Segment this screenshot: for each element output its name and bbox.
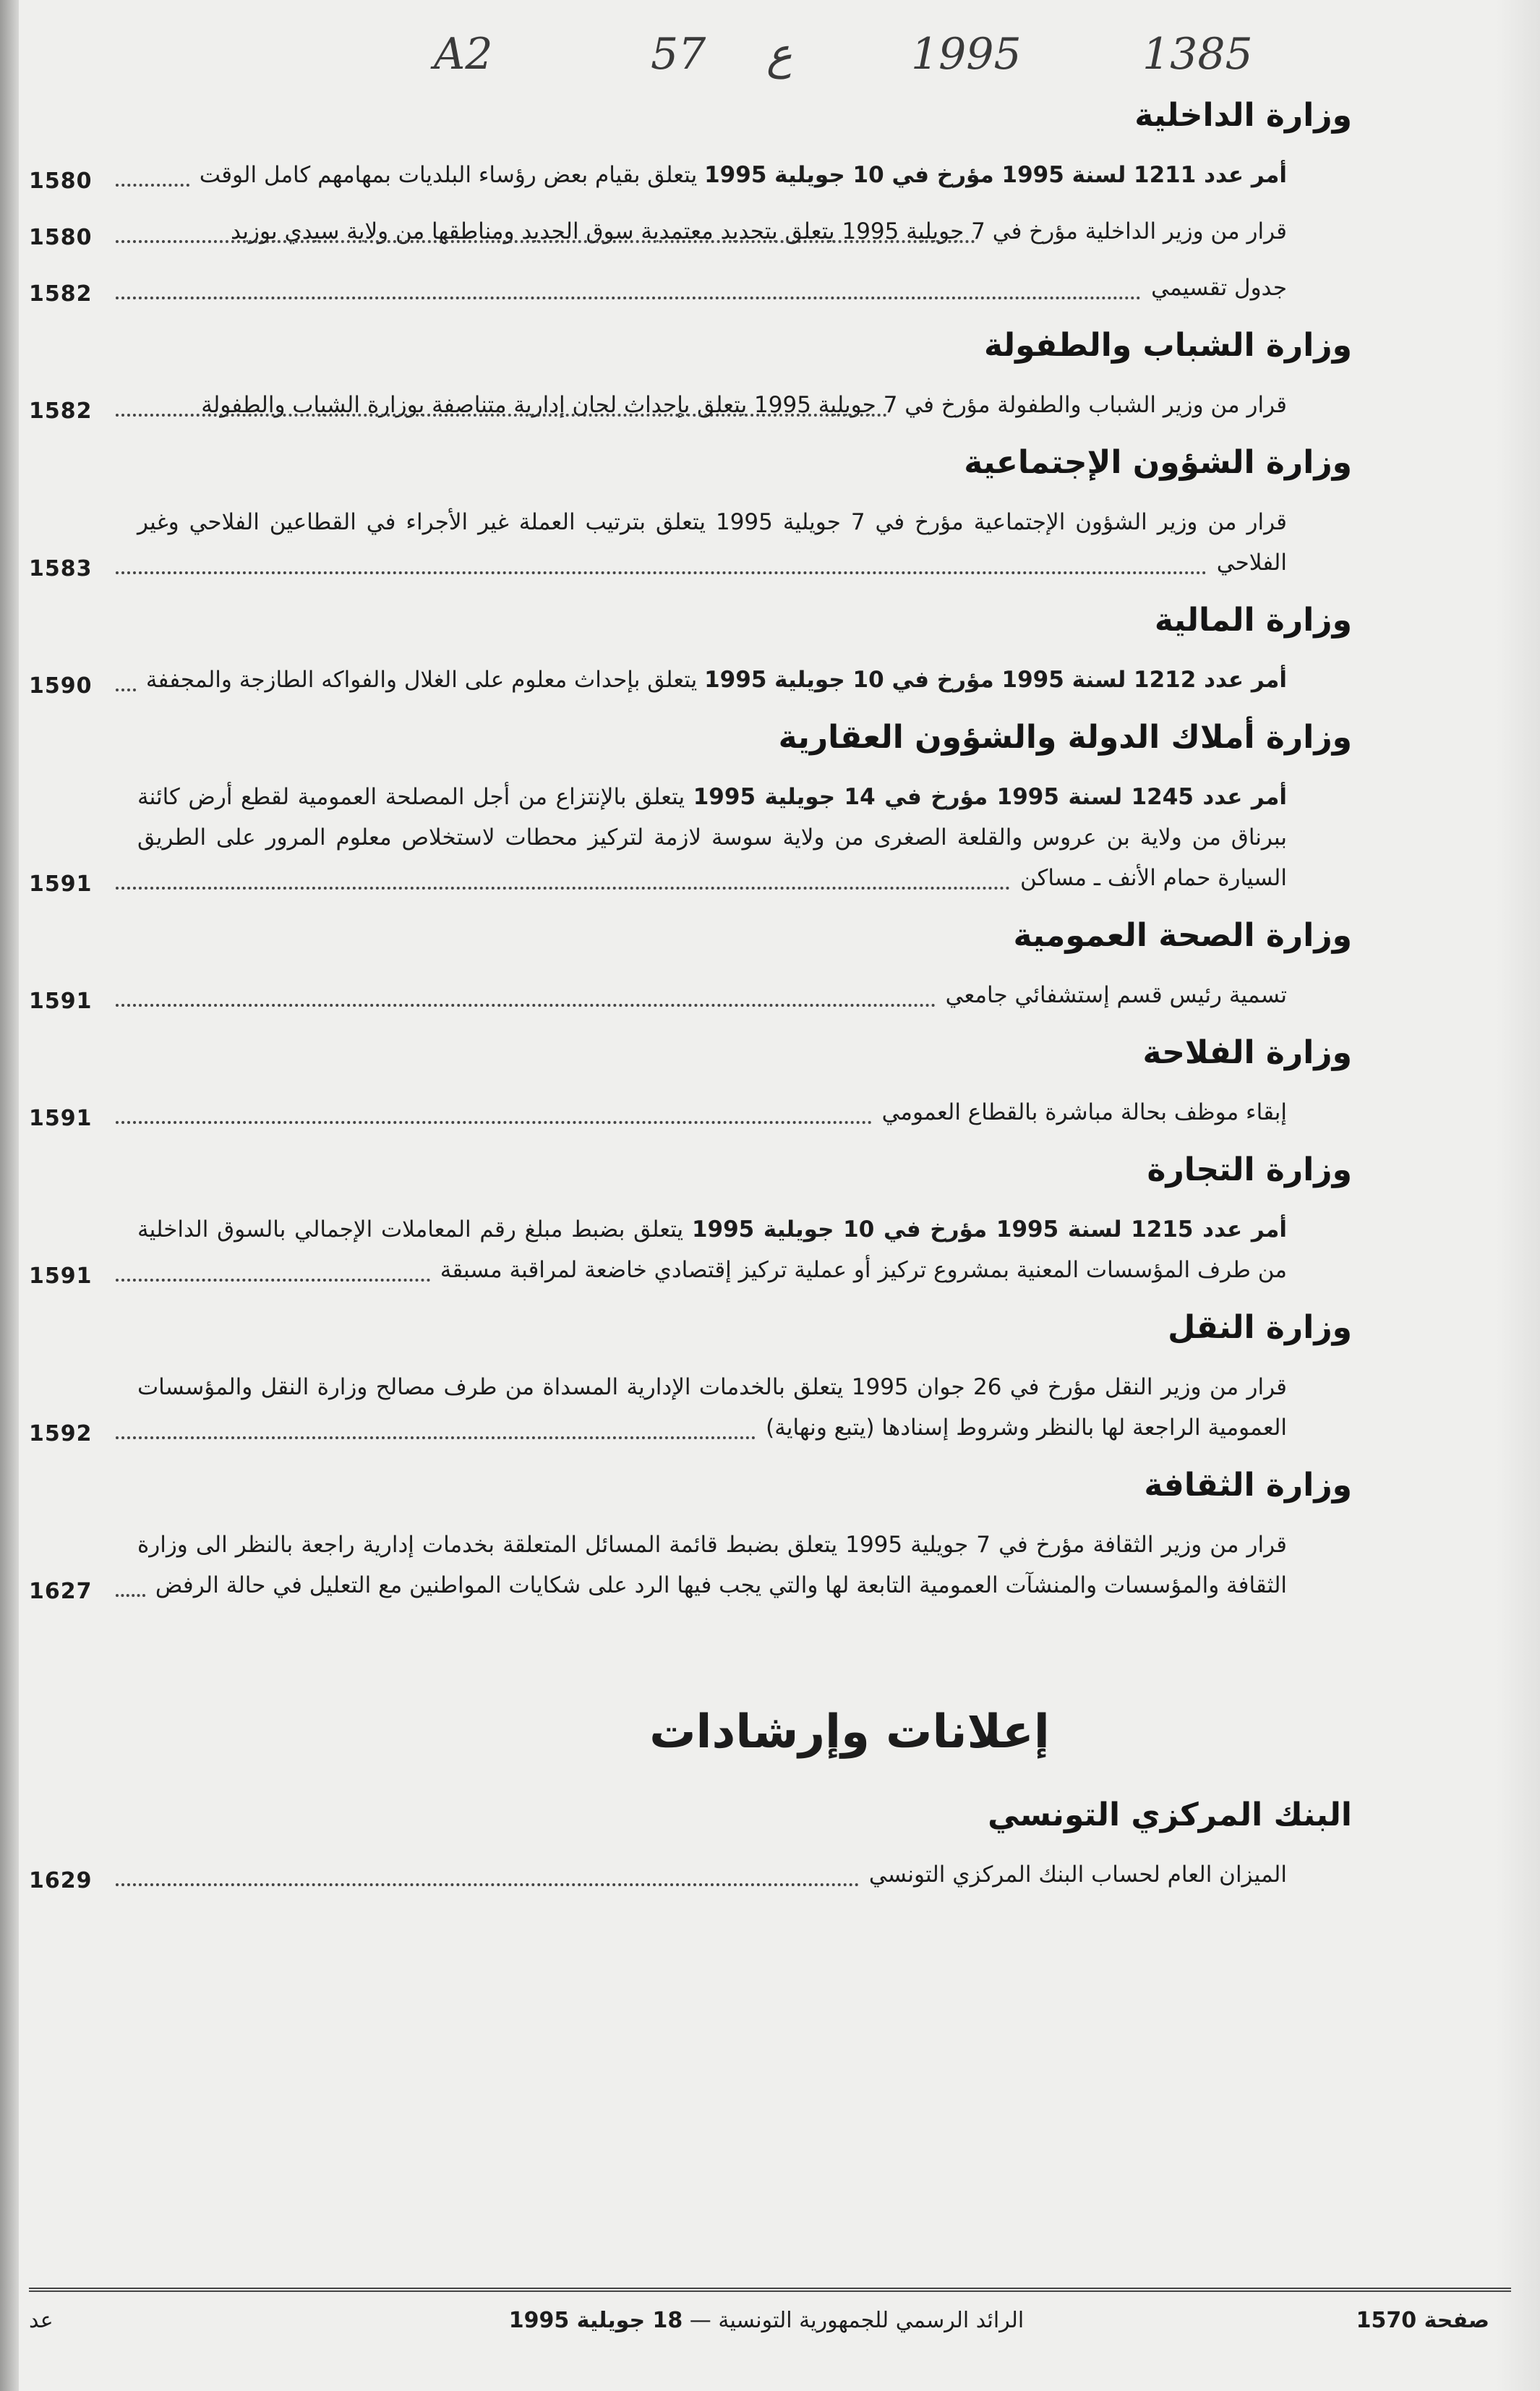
leader-dots xyxy=(116,414,887,417)
toc-entry xyxy=(29,660,1352,700)
leader-dots xyxy=(116,1883,859,1886)
leader-dots xyxy=(116,689,136,691)
entry-lead: أمر عدد 1212 لسنة 1995 مؤرخ في 10 جويلية 1995 xyxy=(704,667,1287,693)
entry-description: يتعلق بقيام بعض رؤساء البلديات بمهامهم كامل الوقت xyxy=(199,162,705,188)
entry-text xyxy=(137,155,1287,195)
toc-entry xyxy=(29,1209,1352,1290)
handwritten-note xyxy=(405,29,1345,94)
page-number: 1591 xyxy=(29,989,93,1014)
entry-text xyxy=(137,1854,1287,1895)
leader-dots xyxy=(116,1004,936,1007)
ministry-heading: وزارة الشباب والطفولة xyxy=(983,327,1352,364)
entry-description: جدول تقسيمي xyxy=(1151,275,1287,301)
footer-dash: — xyxy=(683,2308,711,2333)
ministry-section xyxy=(29,1464,1352,1606)
ministry-heading: وزارة الفلاحة xyxy=(1142,1034,1352,1071)
page-footer xyxy=(29,2288,1511,2351)
page-number: 1582 xyxy=(29,399,93,424)
page-number: 1590 xyxy=(29,673,93,699)
entry-text xyxy=(137,975,1287,1015)
toc-entry xyxy=(29,975,1352,1015)
scan-edge xyxy=(0,0,19,2391)
ministry-section xyxy=(29,1148,1352,1290)
toc-entry xyxy=(29,777,1352,898)
entry-description: تسمية رئيس قسم إستشفائي جامعي xyxy=(945,982,1287,1008)
ministry-section xyxy=(29,324,1352,425)
page-number: 1629 xyxy=(29,1868,93,1893)
toc-entry xyxy=(29,1092,1352,1133)
entry-text xyxy=(137,1525,1287,1606)
entry-text xyxy=(137,660,1287,700)
page-number: 1591 xyxy=(29,1106,93,1131)
ministry-heading: البنك المركزي التونسي xyxy=(988,1797,1352,1833)
ministry-heading: وزارة أملاك الدولة والشؤون العقارية xyxy=(778,719,1352,756)
handwritten-mark: A2 xyxy=(434,29,493,80)
entry-description: قرار من وزير الداخلية مؤرخ في 7 جويلية 1995 يتعلق بتحديد معتمدية سوق الجديد ومناطقها من ولاية سيدي بوزيد xyxy=(231,218,1287,244)
toc-entry xyxy=(29,1854,1352,1895)
entry-description: يتعلق بإحداث معلوم على الغلال والفواكه الطازجة والمجففة xyxy=(145,667,705,693)
ministry-heading: وزارة المالية xyxy=(1154,602,1352,639)
announcements-section xyxy=(29,1794,1352,1895)
handwritten-mark: 1385 xyxy=(1142,29,1253,80)
ministry-section xyxy=(29,1306,1352,1448)
leader-dots xyxy=(116,1121,872,1124)
entry-lead: أمر عدد 1211 لسنة 1995 مؤرخ في 10 جويلية 1995 xyxy=(704,162,1287,188)
ministry-heading: وزارة الداخلية xyxy=(1134,97,1352,134)
ministry-section xyxy=(29,94,1352,308)
table-of-contents xyxy=(29,94,1352,1911)
entry-text xyxy=(137,1092,1287,1133)
handwritten-mark: 57 xyxy=(651,29,706,80)
ministry-heading: وزارة الصحة العمومية xyxy=(1013,917,1352,954)
ministry-section xyxy=(29,716,1352,898)
leader-dots xyxy=(116,297,1141,299)
toc-entry xyxy=(29,1367,1352,1448)
ministry-section xyxy=(29,441,1352,583)
entry-description: قرار من وزير الشباب والطفولة مؤرخ في 7 جويلية 1995 يتعلق بإحداث لجان إدارية متناصفة بوزارة الشباب والطفولة xyxy=(201,392,1287,418)
toc-entry xyxy=(29,211,1352,252)
footer-journal: الرائد الرسمي للجمهورية التونسية xyxy=(718,2308,1024,2333)
entry-text xyxy=(137,268,1287,308)
ministry-section xyxy=(29,1031,1352,1133)
ministry-heading: وزارة التجارة xyxy=(1147,1151,1352,1188)
footer-journal-line xyxy=(477,2308,1056,2333)
toc-entry xyxy=(29,268,1352,308)
scan-shade xyxy=(1497,0,1540,2391)
handwritten-mark: 1995 xyxy=(911,29,1022,80)
ministry-heading: وزارة النقل xyxy=(1168,1309,1352,1346)
announcements-title: إعلانات وإرشادات xyxy=(649,1705,1050,1759)
page-number: 1592 xyxy=(29,1421,93,1446)
entry-text xyxy=(137,385,1287,425)
page-number: 1583 xyxy=(29,556,93,581)
entry-text xyxy=(137,777,1287,898)
ministry-section xyxy=(29,599,1352,700)
entry-description: يتعلق بضبط مبلغ رقم المعاملات الإجمالي بالسوق الداخلية من طرف المؤسسات المعنية بمشروع تركيز أو عملية تركيز إقتصادي خاضعة لمراقبة مسبقة xyxy=(137,1216,1287,1283)
handwritten-mark: ع xyxy=(766,29,792,80)
toc-entry xyxy=(29,502,1352,583)
page-number: 1580 xyxy=(29,169,93,194)
toc-entry xyxy=(29,155,1352,195)
entry-lead: أمر عدد 1245 لسنة 1995 مؤرخ في 14 جويلية 1995 xyxy=(693,784,1287,810)
footer-page-label: صفحة 1570 xyxy=(1356,2308,1489,2333)
page-number: 1591 xyxy=(29,1263,93,1289)
ministry-heading: وزارة الشؤون الإجتماعية xyxy=(964,444,1352,481)
entry-description: يتعلق بالإنتزاع من أجل المصلحة العمومية لقطع أرض كائنة ببرناق من ولاية بن عروس والقلعة الصغرى من ولاية سوسة لازمة لتركيز محطات لاستخلاص معلوم المرور على الطريق السيارة حمام الأنف ـ مساكن xyxy=(137,784,1287,891)
page-number: 1591 xyxy=(29,871,93,897)
entry-text xyxy=(137,211,1287,252)
page-number: 1627 xyxy=(29,1579,93,1604)
footer-date: 18 جويلية 1995 xyxy=(508,2308,683,2333)
entry-description: قرار من وزير الشؤون الإجتماعية مؤرخ في 7 جويلية 1995 يتعلق بترتيب العملة غير الأجراء في القطاعين الفلاحي وغير الفلاحي xyxy=(137,509,1287,576)
leader-dots xyxy=(116,184,189,187)
entry-lead: أمر عدد 1215 لسنة 1995 مؤرخ في 10 جويلية 1995 xyxy=(691,1216,1287,1243)
ministry-heading: وزارة الثقافة xyxy=(1144,1467,1352,1504)
leader-dots xyxy=(116,887,1010,890)
entry-description: إبقاء موظف بحالة مباشرة بالقطاع العمومي xyxy=(881,1099,1287,1125)
leader-dots xyxy=(116,240,975,243)
entry-description: قرار من وزير النقل مؤرخ في 26 جوان 1995 يتعلق بالخدمات الإدارية المسداة من طرف مصالح وزارة النقل والمؤسسات العمومية الراجعة لها بالنظر وشروط إسنادها (يتبع ونهاية) xyxy=(137,1374,1288,1441)
toc-entry xyxy=(29,1525,1352,1606)
leader-dots xyxy=(116,571,1207,574)
leader-dots xyxy=(116,1594,145,1597)
entry-description: قرار من وزير الثقافة مؤرخ في 7 جويلية 1995 يتعلق بضبط قائمة المسائل المتعلقة بخدمات إدارية راجعة بالنظر الى وزارة الثقافة والمؤسسات والمنشآت العمومية التابعة لها والتي يجب فيها الرد على شكايات المواطنين مع التعليل في حالة الرفض xyxy=(137,1532,1287,1598)
footer-edge-fragment: عد xyxy=(29,2308,54,2333)
leader-dots xyxy=(116,1279,430,1282)
leader-dots xyxy=(116,1436,756,1439)
toc-entry xyxy=(29,385,1352,425)
ministry-section xyxy=(29,914,1352,1015)
entry-description: الميزان العام لحساب البنك المركزي التونسي xyxy=(868,1862,1287,1888)
page-number: 1580 xyxy=(29,225,93,250)
page-number: 1582 xyxy=(29,281,93,307)
